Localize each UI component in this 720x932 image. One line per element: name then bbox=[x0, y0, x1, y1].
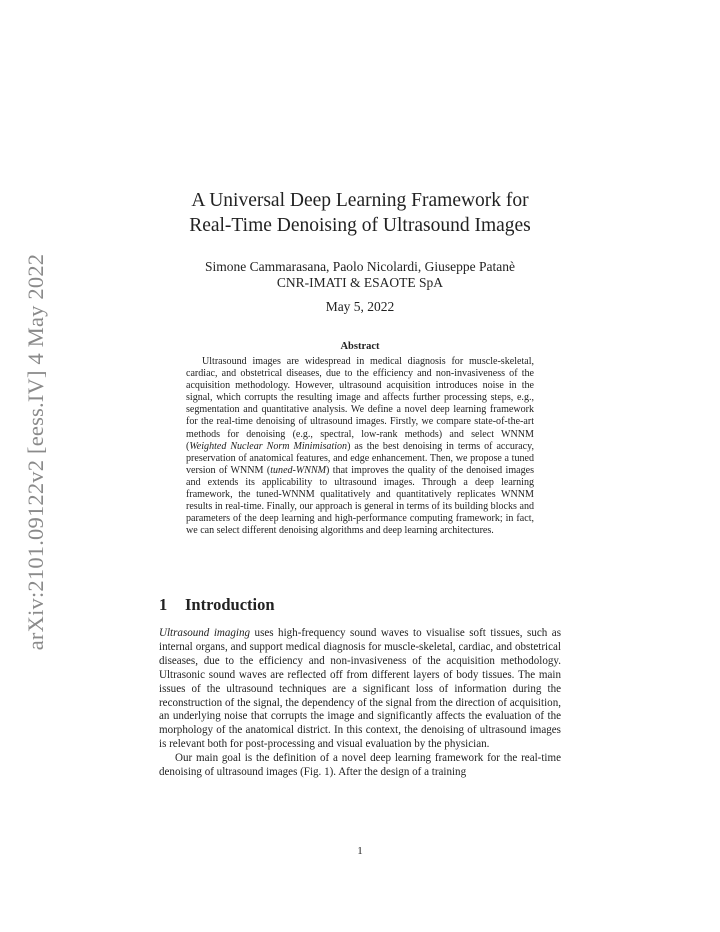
paper-date: May 5, 2022 bbox=[325, 299, 395, 314]
author-block bbox=[120, 259, 600, 291]
intro-emphasis: Ultrasound imaging bbox=[159, 627, 251, 639]
section-title: Introduction bbox=[185, 595, 275, 614]
abstract-text-c: ) that improves the quality of the denoised images and extends its applicability to ultrasound images. Through a deep learning framework, the tuned-WNNM qualitatively and quantitatively replicates WNNM results in real-time. Finally, our approach is general in terms of its building blocks and parameters of the deep learning and high-performance computing framework; in fact, we can select different denoising algorithms and deep learning architectures. bbox=[186, 464, 535, 537]
title-line-1: A Universal Deep Learning Framework for bbox=[191, 190, 529, 211]
section-heading bbox=[159, 595, 275, 615]
abstract-emphasis-wnnm: Weighted Nuclear Norm Minimisation bbox=[189, 440, 348, 452]
introduction-body bbox=[159, 627, 561, 780]
abstract-heading: Abstract bbox=[340, 341, 380, 352]
intro-paragraph-2: Our main goal is the definition of a novel deep learning framework for the real-time denoising of ultrasound images (Fig. 1). After the design of a training bbox=[159, 752, 561, 779]
abstract-body bbox=[186, 356, 534, 537]
paper-title bbox=[120, 188, 600, 238]
intro-paragraph-1 bbox=[159, 627, 561, 752]
author-names: Simone Cammarasana, Paolo Nicolardi, Giuseppe Patanè bbox=[204, 259, 516, 274]
arxiv-identifier: arXiv:2101.09122v2 [eess.IV] 4 May 2022 bbox=[23, 253, 48, 651]
page-number: 1 bbox=[357, 845, 363, 857]
abstract-emphasis-tuned-wnnm: tuned-WNNM bbox=[270, 464, 327, 476]
section-number: 1 bbox=[159, 595, 168, 614]
intro-paragraph-1-text: uses high-frequency sound waves to visualise soft tissues, such as internal organs, and support medical diagnosis for muscle-skeletal, cardiac, and obstetrical diseases, due to the efficiency and non-invasiveness of the acquisition methodology. Ultrasonic sound waves are reflected off from different layers of body tissues. The main issues of the ultrasound techniques are a significant loss of information during the reconstruction of the signal, the dependency of the signal from the direction of acquisition, an underlying noise that corrupts the image and significantly affects the evaluation of the morphology of the anatomical district. In this context, the denoising of ultrasound images is relevant both for post-processing and visual evaluation by the physician. bbox=[159, 627, 561, 751]
abstract-text-a: Ultrasound images are widespread in medical diagnosis for muscle-skeletal, cardiac, and obstetrical diseases, due to the efficiency and non-invasiveness of the acquisition methodology. However, ultrasound acquisition introduces noise in the signal, which corrupts the resulting image and affects further processing steps, e.g., segmentation and quantitative analysis. We define a novel deep learning framework for the real-time denoising of ultrasound images. Firstly, we compare state-of-the-art methods for denoising (e.g., spectral, low-rank methods) and select WNNM ( bbox=[186, 356, 534, 452]
title-line-2: Real-Time Denoising of Ultrasound Images bbox=[189, 215, 531, 236]
author-affiliation: CNR-IMATI & ESAOTE SpA bbox=[276, 275, 444, 290]
abstract-text-b: ) as the best denoising in terms of accuracy, preservation of anatomical features, and edge enhancement. Then, we propose a tuned version of WNNM ( bbox=[186, 440, 534, 476]
